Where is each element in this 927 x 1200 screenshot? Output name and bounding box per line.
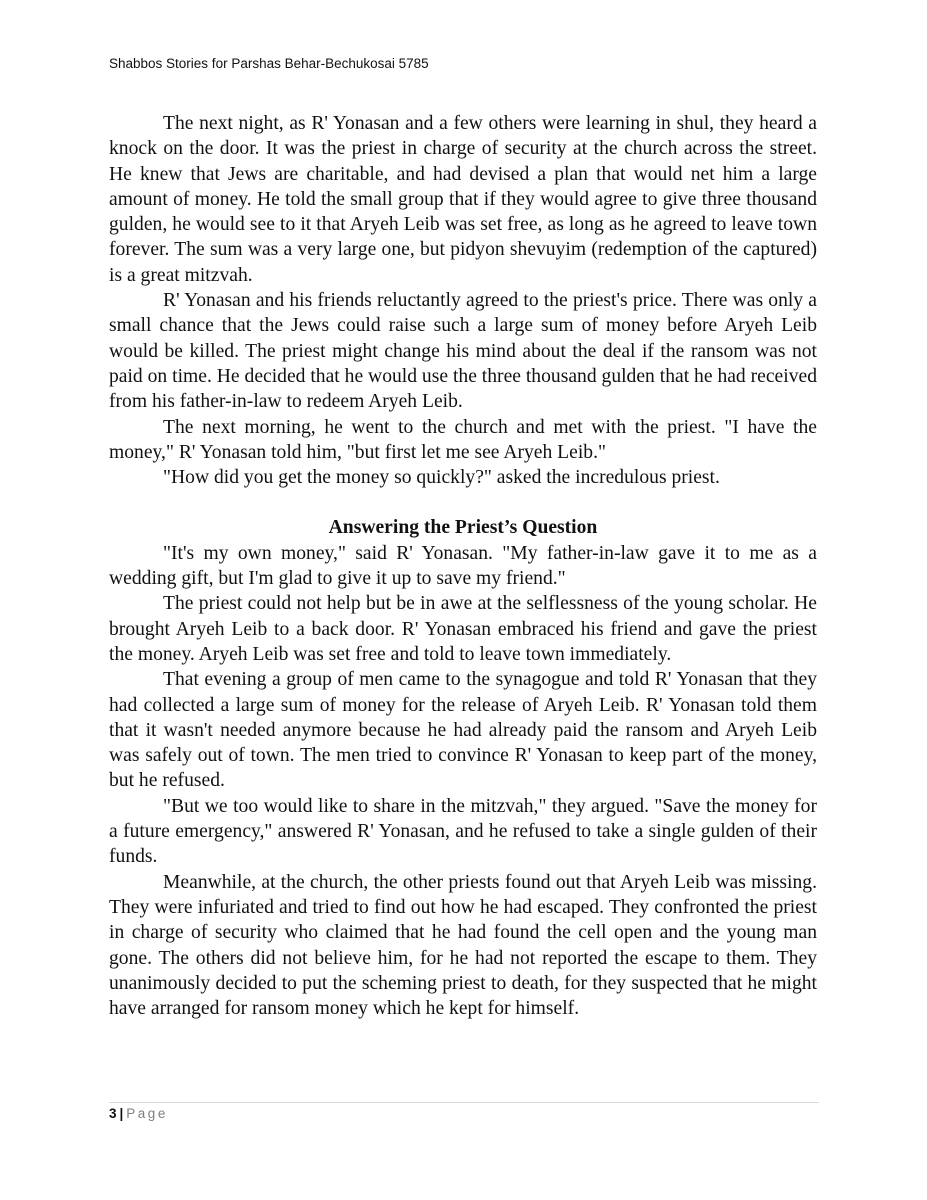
paragraph: "But we too would like to share in the mitzvah," they argued. "Save the money for a future emergency," answered R' Yonasan, and he refused to take a single gulden of their funds. [109,795,817,868]
paragraph: The priest could not help but be in awe at the selflessness of the young scholar. He brought Aryeh Leib to a back door. R' Yonasan embraced his friend and gave the priest the money. Aryeh Leib was set free and told to leave town immediately. [109,593,817,665]
page-number: 3 [109,1106,117,1121]
paragraph: That evening a group of men came to the synagogue and told R' Yonasan that they had collected a large sum of money for the release of Aryeh Leib. R' Yonasan told them that it wasn't needed anymore because he had already paid the ransom and Aryeh Leib was safely out of town. The men tried to convince R' Yonasan to keep part of the money, but he refused. [109,669,817,792]
footer-separator: | [119,1106,124,1121]
paragraph: The next night, as R' Yonasan and a few others were learning in shul, they heard a knock on the door. It was the priest in charge of security at the church across the street. He knew that Jews are charitable, and had devised a plan that would net him a large amount of money. He told the small group that if they would agree to give three thousand gulden, he would see to it that Aryeh Leib was set free, as long as he agreed to leave town forever. The sum was a very large one, but pidyon shevuyim (redemption of the captured) is a great mitzvah. [109,113,817,286]
paragraph: Meanwhile, at the church, the other priests found out that Aryeh Leib was missing. They were infuriated and tried to find out how he had escaped. They confronted the priest in charge of security who claimed that he had found the cell open and the young man gone. The others did not believe him, for he had not reported the escape to them. They unanimously decided to put the scheming priest to death, for they suspected that he might have arranged for ransom money which he kept for himself. [109,871,817,1020]
paragraph: "It's my own money," said R' Yonasan. "My father-in-law gave it to me as a wedding gift, but I'm glad to give it up to save my friend." [109,542,817,590]
document-body [109,111,817,1021]
page-label: Page [126,1106,168,1121]
page-footer [109,1106,168,1121]
paragraph: The next morning, he went to the church and met with the priest. "I have the money," R' Yonasan told him, "but first let me see Aryeh Leib." [109,416,817,463]
footer-divider [109,1102,819,1103]
paragraph: "How did you get the money so quickly?" asked the incredulous priest. [163,467,720,489]
section-heading: Answering the Priest’s Question [328,517,598,539]
paragraph: R' Yonasan and his friends reluctantly agreed to the priest's price. There was only a small chance that the Jews could raise such a large sum of money before Aryeh Leib would be killed. The priest might change his mind about the deal if the ransom was not paid on time. He decided that he would use the three thousand gulden that he had received from his father-in-law to redeem Aryeh Leib. [109,290,817,413]
running-header: Shabbos Stories for Parshas Behar-Bechukosai 5785 [109,56,429,71]
